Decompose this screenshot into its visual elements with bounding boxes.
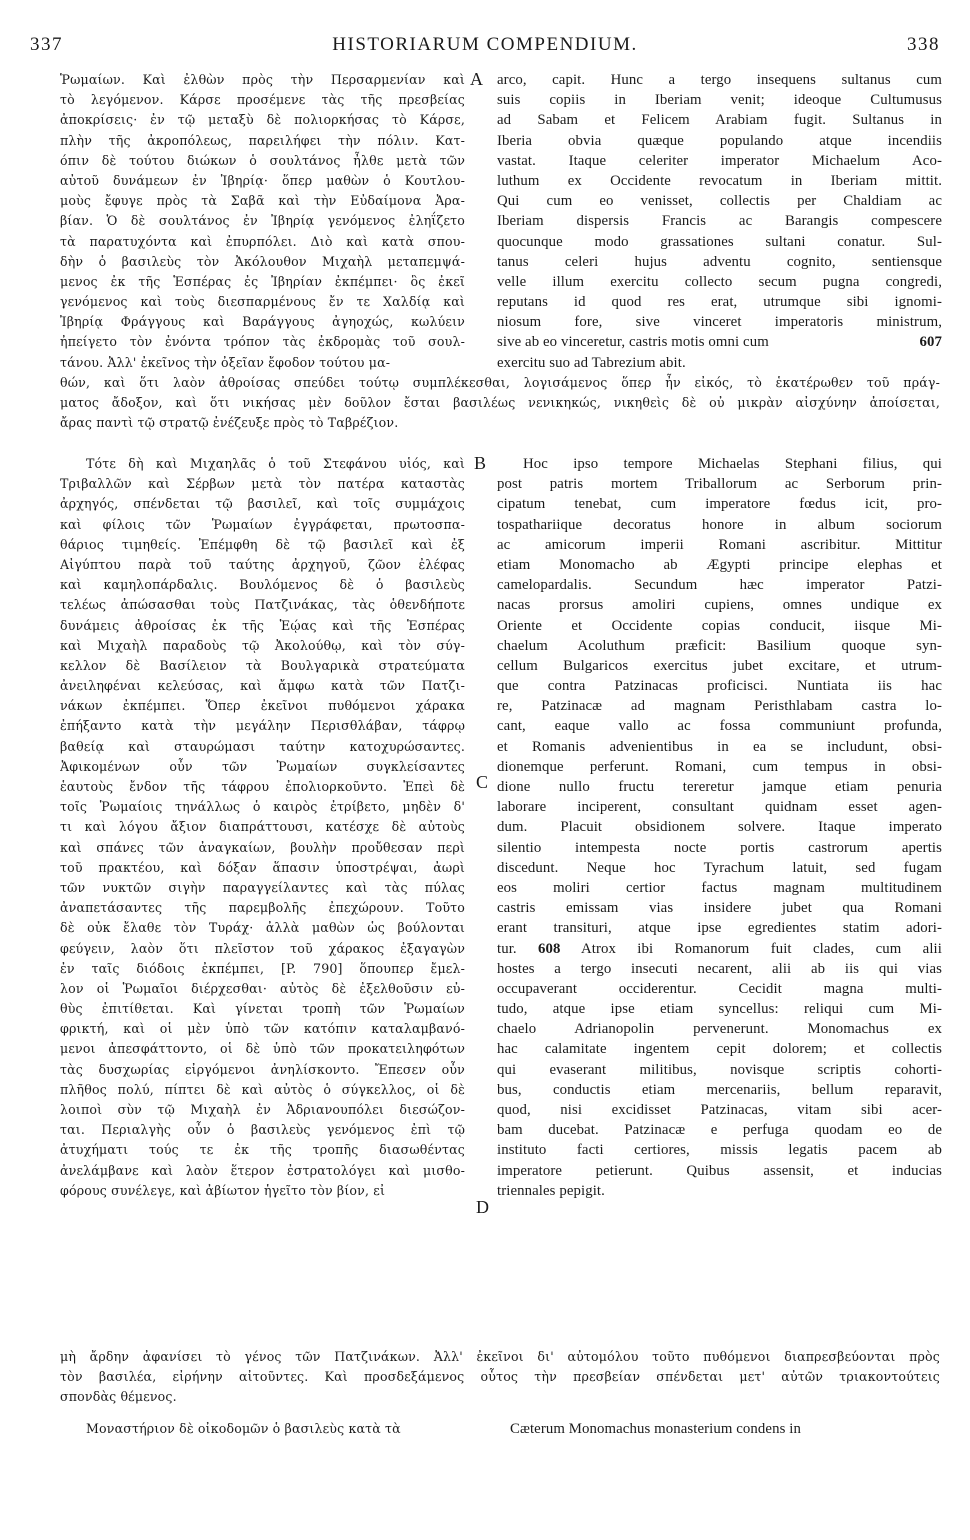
latin-line: qui evaserant militibus, novisque scriptis cohorti-	[497, 1061, 942, 1078]
latin-line: Hoc ipso tempore Michaelas Stephani filius, qui	[523, 456, 942, 472]
greek-line: φόρους συνέλεγε, καὶ ἀβίωτον ἡγεῖτο τὸν βίον, εἰ	[60, 1182, 386, 1198]
greek-line: γενόμενος καὶ τοὺς διεσπαρμένους ἔν τε Χαλδίᾳ καὶ	[60, 294, 465, 310]
latin-line: instituto facti certiores, missis legatis pacem ab	[497, 1142, 942, 1159]
margin-marker-a: A	[470, 69, 483, 89]
greek-line: Ἰβηρίᾳ Φράγγους καὶ Βαράγγους ἀγηοχώς, κωλύειν	[60, 314, 465, 330]
greek-line: τὸ λεγόμενον. Κάρσε προσέμενε τὰς τῆς πρεσβείας	[60, 92, 465, 108]
latin-line: quocunque modo grassationes sultani conatur. Sul-	[497, 233, 942, 250]
greek-full-line: σπονδὰς θέμενος.	[60, 1389, 177, 1405]
greek-line: κελλον δὲ Βασίλειον τὰ Βουλγαρικὰ στρατεύματα	[60, 657, 465, 673]
greek-line: καὶ φίλοις τῶν Ῥωμαίων ἐγγράφεται, πρωτοσπα-	[60, 516, 465, 532]
greek-line: τὰς δυσχωρίας εἰργόμενοι ἀνηλίσκοντο. Ἔπεσεν οὖν	[60, 1061, 465, 1077]
greek-line: πλῆθος πολύ, πίπτει δὲ καὶ αὐτὸς ὁ σύγκελλος, οἱ δὲ	[60, 1081, 465, 1097]
greek-line: ἀναπετάσαντες τῆς παρεμβολῆς ἐπεχώρουν. Τοῦτο	[60, 900, 465, 916]
margin-marker-d: D	[476, 1197, 489, 1217]
latin-line: discedunt. Neque hoc Tyrachum latuit, sed fugam	[497, 859, 942, 876]
greek-full-line: μὴ ἄρδην ἀφανίσει τὸ γένος τῶν Πατζινάκων. Ἀλλ' ἐκεῖνοι δι' αὐτομόλου τοῦτο πυθόμενοι διαπρεσβεύονται πρὸς	[60, 1349, 940, 1364]
greek-line: τοῦ πρακτέου, καὶ δόξαν ἅπασιν ὑποστρέψαι, ἀωρὶ	[60, 859, 465, 875]
greek-line: τελέως ἀπώσασθαι τοὺς Πατζινάκας, τὰς ὁθενδήποτε	[60, 597, 465, 613]
latin-line: dione nullo fructu tereretur jamque etiam penuria	[497, 779, 942, 795]
page-number-left: 337	[30, 34, 63, 55]
latin-line: Iberia obvia quæque populando atque incendiis	[497, 132, 942, 149]
greek-full-line: ματος ἄδοξον, καὶ ὅτι νικήσας μὲν δοῦλον ἔσται βασιλέως νενικηκώς, νικηθεὶς δὲ οὐ μικρὰν αἰσχύνην ἀποίσεται,	[60, 395, 940, 411]
latin-line: silentio intempesta nocte portis castrorum apertis	[497, 839, 942, 856]
greek-line: θὺς ἐπιτίθεται. Καὶ γίνεται τροπὴ τῶν Ῥωμαίων	[60, 1001, 465, 1017]
greek-line: ἀποκρίσεις· ἐν τῷ μεταξὺ δὲ πολιορκήσας τὸ Κάρσε,	[60, 112, 465, 128]
latin-line: triennales pepigit.	[497, 1182, 605, 1199]
greek-line: δὲ οὐκ ἔλαθε τὸν Τυράχ· ἀλλὰ μαθὼν ὡς βούλονται	[60, 920, 465, 936]
latin-line: Iberiam dispersis Francis ac Barangis compescere	[497, 213, 942, 230]
latin-column-section-2	[497, 454, 942, 1204]
greek-line: πλὴν τῆς ἀκροπόλεως, παρειλήφει τὴν πόλιν. Κατ-	[60, 132, 465, 148]
latin-line: tanus celeri hujus adventu cognito, sentiensque	[497, 253, 942, 270]
greek-line: καὶ σπάνες τῶν ἀναγκαίων, βουλὴν προὔθεσαν περὶ	[60, 839, 465, 855]
latin-line: reputans id quod res erat, utrumque sibi ignomi-	[497, 294, 942, 311]
greek-line: ἐν ταῖς διόδοις ἐκπέμπει, [P. 790] ὅπουπερ ἔμελ-	[60, 960, 465, 976]
greek-line: λοιποὶ σὺν τῷ Μιχαὴλ ἐν Ἀδριανουπόλει διεσώζον-	[60, 1102, 465, 1117]
greek-line: λον οἱ Ῥωμαῖοι διέρχεσθαι· αὐτὸς δὲ ἐξελθοῦσιν εὐ-	[60, 980, 465, 996]
latin-line: post patris mortem Triballorum ac Serborum prin-	[497, 476, 942, 493]
latin-line: arco, capit. Hunc a tergo insequens sultanus cum	[497, 72, 942, 88]
greek-line: τοῖς Ῥωμαίοις τηνάλλως ὁ καιρὸς ἐτρίβετο, μηδὲν δ'	[60, 799, 465, 815]
margin-marker-b: B	[474, 453, 487, 473]
latin-line: re, Patzinacæ ad magnam Peristhlabam castra lo-	[497, 698, 942, 715]
greek-line: βίαν. Ὁ δὲ σουλτάνος ἐν Ἰβηρίᾳ γενόμενος ἐληΐζετο	[60, 213, 465, 229]
greek-line: βαθείᾳ καὶ σταυρώμασι ταύτην κατοχυρώσαντες.	[60, 738, 465, 754]
latin-line: velle illum exercitu collecto secum pugna congredi,	[497, 273, 942, 290]
greek-line: Τότε δὴ καὶ Μιχαηλᾶς ὁ τοῦ Στεφάνου υἱός, καὶ	[86, 456, 465, 471]
latin-line: laborare inciperent, consultant quidnam esset agen-	[497, 799, 942, 816]
greek-line: Ῥωμαίων. Καὶ ἐλθὼν πρὸς τὴν Περσαρμενίαν καὶ	[60, 72, 465, 87]
greek-line: Μοναστήριον δὲ οἰκοδομῶν ὁ βασιλεὺς κατὰ τὰ	[86, 1421, 401, 1436]
greek-line: ἐπήξαντο κατὰ τὴν μεγάλην Περισθλάβαν, τάφρῳ	[60, 718, 465, 734]
latin-line: luthum ex Occidente revocatum in Iberiam mittit.	[497, 172, 942, 189]
greek-column-section-1	[60, 70, 465, 375]
greek-line: ἠπείγετο τὸν ἐνόντα τρόπον τὰς ἐκδρομὰς τοῦ σουλ-	[60, 334, 465, 350]
latin-line: vastat. Itaque celeriter imperator Michaelum Aco-	[497, 152, 942, 169]
latin-line: suis copiis in Iberiam venit; ideoque Cultumusus	[497, 92, 942, 109]
greek-line: ἑαυτοὺς ἔνδον τῆς τάφρου ἐπολιορκοῦντο. Ἐπεὶ δὲ	[60, 779, 465, 794]
greek-line: ται. Περιαλγὴς οὖν ὁ βασιλεὺς γενόμενος ἐπὶ τῷ	[60, 1122, 465, 1138]
margin-number: 607	[919, 334, 942, 351]
latin-line: occupaverant occiderentur. Cecidit magna multi-	[497, 980, 942, 997]
page-number-right: 338	[907, 34, 940, 55]
greek-line: νάκων ἐκπέμπει. Ὅπερ ἐκεῖνοι πυθόμενοι χάρακα	[60, 698, 465, 714]
greek-full-line: ἄρας παντὶ τῷ στρατῷ ἐνέζευξε πρὸς τὸ Ταβρέζιον.	[60, 415, 399, 431]
latin-line: dum. Placuit obsidionem solvere. Itaque imperato	[497, 819, 942, 836]
latin-line: bus, conductis etiam mercenariis, bellum reparavit,	[497, 1081, 942, 1098]
latin-line: sive ab eo vinceretur, castris motis omni cum 607	[497, 332, 942, 352]
latin-line: Cæterum Monomachus monasterium condens in	[510, 1421, 801, 1437]
greek-line: καὶ Μιχαὴλ παραδοὺς τῷ Ἀκολούθῳ, καὶ τὸν σύγ-	[60, 637, 465, 653]
latin-line: cipatum tenebat, cum imperatore fœdus icit, pro-	[497, 496, 942, 513]
margin-marker-c: C	[476, 772, 489, 792]
latin-line: tospathariique decoratus honore in album sociorum	[497, 516, 942, 533]
latin-line: bam ducebat. Patzinacæ e perfuga quodam eo de	[497, 1122, 942, 1139]
latin-line: Oriente et Occidente copias conducit, iisque Mi-	[497, 617, 942, 634]
latin-line: et Romanis advenientibus in ea se includunt, obsi-	[497, 738, 942, 755]
greek-line: φεύγειν, λαὸν ὅτι πλεῖστον τοῦ χάρακος ἐξαγαγὼν	[60, 940, 465, 956]
greek-line: μενοι ἀπεσφάττοντο, οἱ δὲ ὑπὸ τῶν προκατειληφότων	[60, 1041, 465, 1057]
latin-line: imperatore petierunt. Quibus assensit, et inducias	[497, 1162, 942, 1179]
latin-line: Qui cum eo venisset, collectis per Chaldiam ac	[497, 193, 942, 210]
greek-line: δὴν ὁ βασιλεὺς τὸν Ἀκόλουθον Μιχαὴλ μεταπεμψά-	[60, 253, 465, 269]
latin-column-section-1	[497, 70, 942, 375]
greek-full-line: θών, καὶ ὅτι λαὸν ἀθροίσας σπεύδει τούτῳ συμπλέκεσθαι, λογισάμενος ὅπερ ἦν εἰκός, τὸ ἑκατέρωθεν τοῦ πράγ-	[60, 375, 940, 390]
latin-line: tudo, atque ipse etiam syncellus: reliqui cum Mi-	[497, 1001, 942, 1018]
latin-line: hostes a tergo insecuti necarent, alii ab iis qui vias	[497, 960, 942, 977]
latin-line: ad Sabam et Felicem Arabiam fugit. Sultanus in	[497, 112, 942, 129]
greek-line: φρικτή, καὶ οἱ μὲν ὑπὸ τῶν κατόπιν καταλαμβανό-	[60, 1021, 465, 1037]
greek-line: ἀρχηγός, σπένδεται τῷ βασιλεῖ, καὶ τοῖς συμμάχοις	[60, 496, 465, 512]
greek-closing-line	[60, 1419, 465, 1441]
greek-line: τὰ παρατυχόντα καὶ ἐπυρπόλει. Διὸ καὶ κατὰ σπου-	[60, 233, 465, 249]
latin-line: ac amicorum imperii Romani ascribitur. Mittitur	[497, 536, 942, 553]
greek-full-width-section-1	[60, 373, 940, 435]
latin-line: eos moliri certior factus magnam multitudinem	[497, 879, 942, 896]
greek-column-section-2	[60, 454, 465, 1204]
greek-line: καὶ καμηλοπάρδαλις. Βουλόμενος δὲ ὁ βασιλεὺς	[60, 577, 465, 593]
margin-number: 608	[538, 940, 561, 957]
greek-line: Ἀφικομένων οὖν τῶν Ῥωμαίων συγκλείσαντες	[60, 758, 465, 774]
latin-line: cant, eaque vallo ac fossa communiunt profunda,	[497, 718, 942, 735]
latin-closing-line	[510, 1419, 942, 1441]
latin-line: tur. 608 Atrox ibi Romanorum fuit clades, cum alii	[497, 940, 942, 957]
running-header	[30, 34, 940, 60]
greek-line: Αἰγύπτου παρὰ τοῦ ταύτης ἀρχηγοῦ, ζῶον ἐλέφας	[60, 556, 465, 572]
greek-full-line: τὸν βασιλέα, εἰρήνην αἰτοῦντες. Καὶ προσδεξάμενος οὗτος τὴν πρεσβείαν σπένδεται μετ' αὐτῶν τριακοντούτεις	[60, 1369, 940, 1385]
running-title: HISTORIARUM COMPENDIUM.	[332, 34, 638, 55]
greek-line: ἀνειληφέναι κελεύσας, καὶ ἄμφω κατὰ τῶν Πατζι-	[60, 678, 465, 694]
latin-line: camelopardalis. Secundum hæc imperator Patzi-	[497, 577, 942, 594]
latin-line: dionemque perferunt. Romani, cum tempus in obsi-	[497, 758, 942, 775]
latin-line: chaelum Acoluthum præficit: Basilium quoque syn-	[497, 637, 942, 654]
greek-line: αὐτοῦ δυνάμεων ἐν Ἰβηρίᾳ· ὅπερ μαθὼν ὁ Κουτλου-	[60, 172, 465, 188]
greek-line: θάριος τιμηθείς. Ἐπέμφθη δὲ τῷ βασιλεῖ καὶ ἐξ	[60, 536, 465, 552]
greek-line: μοὺς ἔφυγε πρὸς τὰ Σαβᾶ καὶ τὴν Εὐδαίμονα Ἀρα-	[60, 193, 465, 209]
greek-line: ἀνελάμβανε καὶ λαὸν ἕτερον ἐστρατολόγει καὶ μισθο-	[60, 1162, 465, 1178]
greek-line: ἀτυχήματι τούς τε ἐκ τῆς τροπῆς διασωθέντας	[60, 1142, 465, 1158]
greek-full-width-section-2	[60, 1347, 940, 1409]
latin-line: castris emissam vias insidere jubet qua Romani	[497, 900, 942, 917]
greek-line: τι καὶ λόγου ἄξιον διαπράττουσι, κατέσχε δὲ αὐτοὺς	[60, 819, 465, 835]
latin-line: hac calamitate ingentem cepit dolorem; et collectis	[497, 1041, 942, 1058]
latin-line: cellum Bulgaricos exercitus jubet excitare, et utrum-	[497, 657, 942, 674]
latin-line: erant transituri, atque ipse egredientes statim adori-	[497, 920, 942, 937]
latin-line: etiam Monomacho ab Ægypti principe elephas et	[497, 556, 942, 573]
latin-line: quod, nisi excidisset Patzinacas, vitam sibi acer-	[497, 1102, 942, 1118]
latin-line: chaelo Adrianopolin pervenerunt. Monomachus ex	[497, 1021, 942, 1038]
greek-line: μενος ἐκ τῆς Ἑσπέρας ἐς Ἰβηρίαν ἐκπέμπει· ὃς ἐκεῖ	[60, 273, 465, 289]
greek-line: τῶν νυκτῶν σιγὴν παραγγείλαντες καὶ τὰς πύλας	[60, 879, 465, 895]
greek-line: δυνάμεις ἀθροίσας ἐκ τῆς Ἑῴας καὶ τῆς Ἑσπέρας	[60, 617, 465, 633]
latin-line: que contra Patzinacas proficisci. Nuntiata iis hac	[497, 678, 942, 695]
greek-line: όπιν δὲ τούτου διώκων ὁ σουλτάνος ἦλθε μετὰ τῶν	[60, 152, 465, 168]
greek-line: Τριβαλλῶν καὶ Σέρβων μετὰ τὸν πατέρα καταστὰς	[60, 476, 465, 492]
latin-line: niosum fore, sive vinceret imperatoris ministrum,	[497, 314, 942, 331]
latin-line: exercitu suo ad Tabrezium abit.	[497, 354, 686, 371]
latin-line: nacas prorsus amoliri cupiens, omnes undique ex	[497, 597, 942, 614]
greek-line: τάνου. Ἀλλ' ἐκεῖνος τὴν ὀξεῖαν ἔφοδον τούτου μα-	[60, 354, 391, 370]
